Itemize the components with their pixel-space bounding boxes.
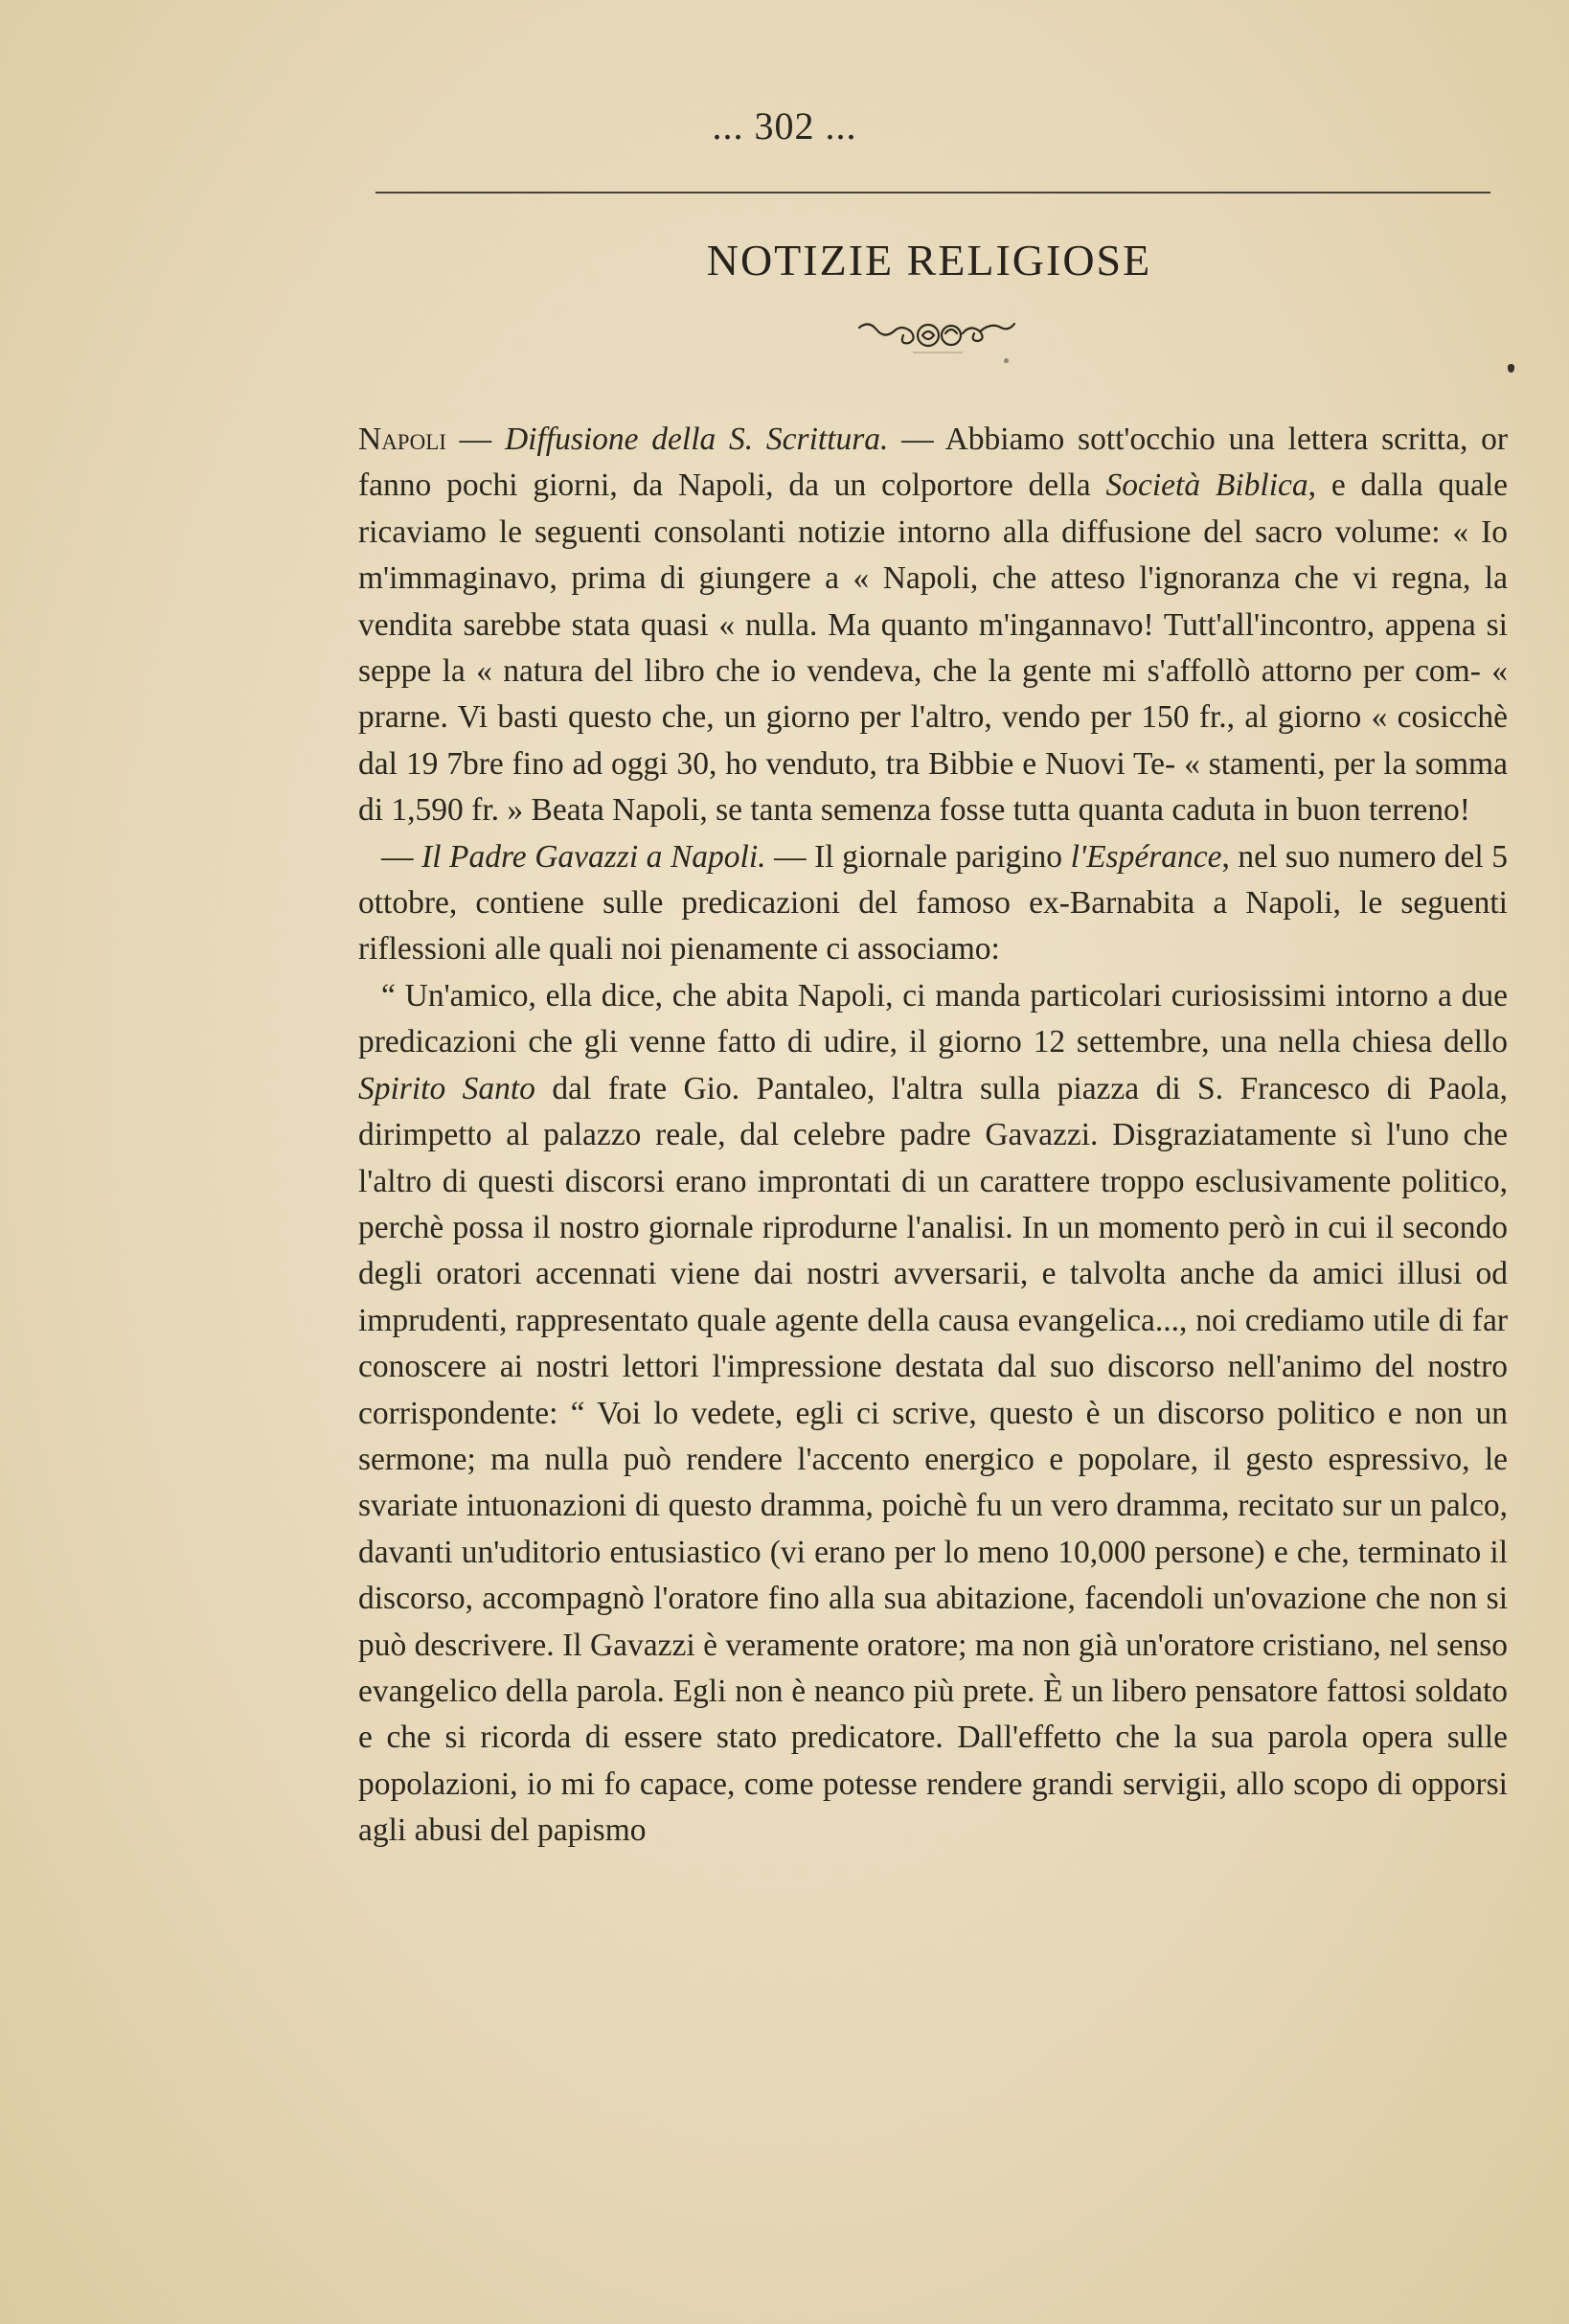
article-heading: Il Padre Gavazzi a Napoli. (421, 838, 766, 875)
section-title: NOTIZIE RELIGIOSE (706, 236, 1152, 285)
dash: — (381, 838, 422, 875)
paragraph-text: “ Un'amico, ella dice, che abita Napoli, ci manda particolari curiosissimi intorno a due predicazioni che gli venne fatto di udire, il giorno 12 settembre, una nella chiesa dello (358, 977, 1508, 1060)
paragraph-napoli (358, 417, 1508, 834)
journal-name: l'Espérance (1070, 838, 1222, 875)
paragraph-quote (358, 973, 1508, 1855)
paragraph-text: , e dalla quale ricaviamo le seguenti consolanti notizie intorno alla diffusione del sacro volume: « Io m'immaginavo, prima di giungere a « Napoli, che atteso l'ignoranza che vi regna, la vendita sarebbe stata quasi « nulla. Ma quanto m'ingannavo! Tutt'all'incontro, appena si seppe la « natura del libro che io vendeva, che la gente mi s'affollò attorno per com- « prarne. Vi basti questo che, un giorno per l'altro, vendo per 150 fr., al giorno « cosicchè dal 19 7bre fino ad oggi 30, ho venduto, tra Bibbie e Nuovi Te- « stamenti, per la somma di 1,590 fr. » Beata Napoli, se tanta semenza fosse tutta quanta caduta in buon terreno! (358, 467, 1508, 829)
paragraph-text: , nel suo numero del 5 ottobre, contiene sulle predicazioni del famoso ex-Barnabita a Napoli, le seguenti riflessioni alle quali noi pienamente ci associamo: (358, 838, 1509, 968)
place-name: Napoli (358, 422, 446, 457)
header-rule (375, 192, 1490, 194)
dash: — (445, 422, 505, 457)
ink-speck (1508, 364, 1514, 373)
page-number: ... 302 ... (712, 104, 857, 148)
article-body (358, 417, 1508, 1855)
paragraph-text: — Il giornale parigino (765, 838, 1071, 875)
fleuron-ornament-icon (855, 314, 1018, 358)
society-name: Società Biblica (1105, 467, 1308, 504)
paragraph-gavazzi (358, 834, 1508, 973)
church-name: Spirito Santo (358, 1070, 535, 1106)
paragraph-text: dal frate Gio. Pantaleo, l'altra sulla piazza di S. Francesco di Paola, dirimpetto al palazzo reale, dal celebre padre Gavazzi. Disgraziatamente sì l'uno che l'altro di questi discorsi erano improntati di un carattere troppo esclusivamente politico, perchè possa il nostro giornale riprodurne l'analisi. In un momento però in cui il secondo degli oratori accennati viene dai nostri avversarii, e talvolta anche da amici illusi od imprudenti, rappresentato quale agente della causa evangelica..., noi crediamo utile di far conoscere ai nostri lettori l'impressione destata dal suo discorso nell'animo del nostro corrispondente: “ Voi lo vedete, egli ci scrive, questo è un discorso politico e non un sermone; ma nulla può rendere l'accento energico e popolare, il gesto espressivo, le svariate intuonazioni di questo dramma, poichè fu un vero dramma, recitato sur un palco, davanti un'uditorio entusiastico (vi erano per lo meno 10,000 persone) e che, terminato il discorso, accompagnò l'oratore fino alla sua abitazione, facendoli un'ovazione che non si può descrivere. Il Gavazzi è veramente oratore; ma non già un'oratore cristiano, nel senso evangelico della parola. Egli non è neanco più prete. È un libero pensatore fattosi soldato e che si ricorda di essere stato predicatore. Dall'effetto che la sua parola opera sulle popolazioni, io mi fo capace, come potesse rendere grandi servigii, allo scopo di opporsi agli abusi del papismo (358, 1070, 1508, 1849)
ink-speck (1004, 358, 1009, 363)
article-heading: Diffusione della S. Scrittura. (504, 422, 889, 457)
paragraph-text: — Abbiamo sott'occhio una lettera scritta, or fanno pochi giorni, da Napoli, da un colportore della (358, 422, 1509, 504)
